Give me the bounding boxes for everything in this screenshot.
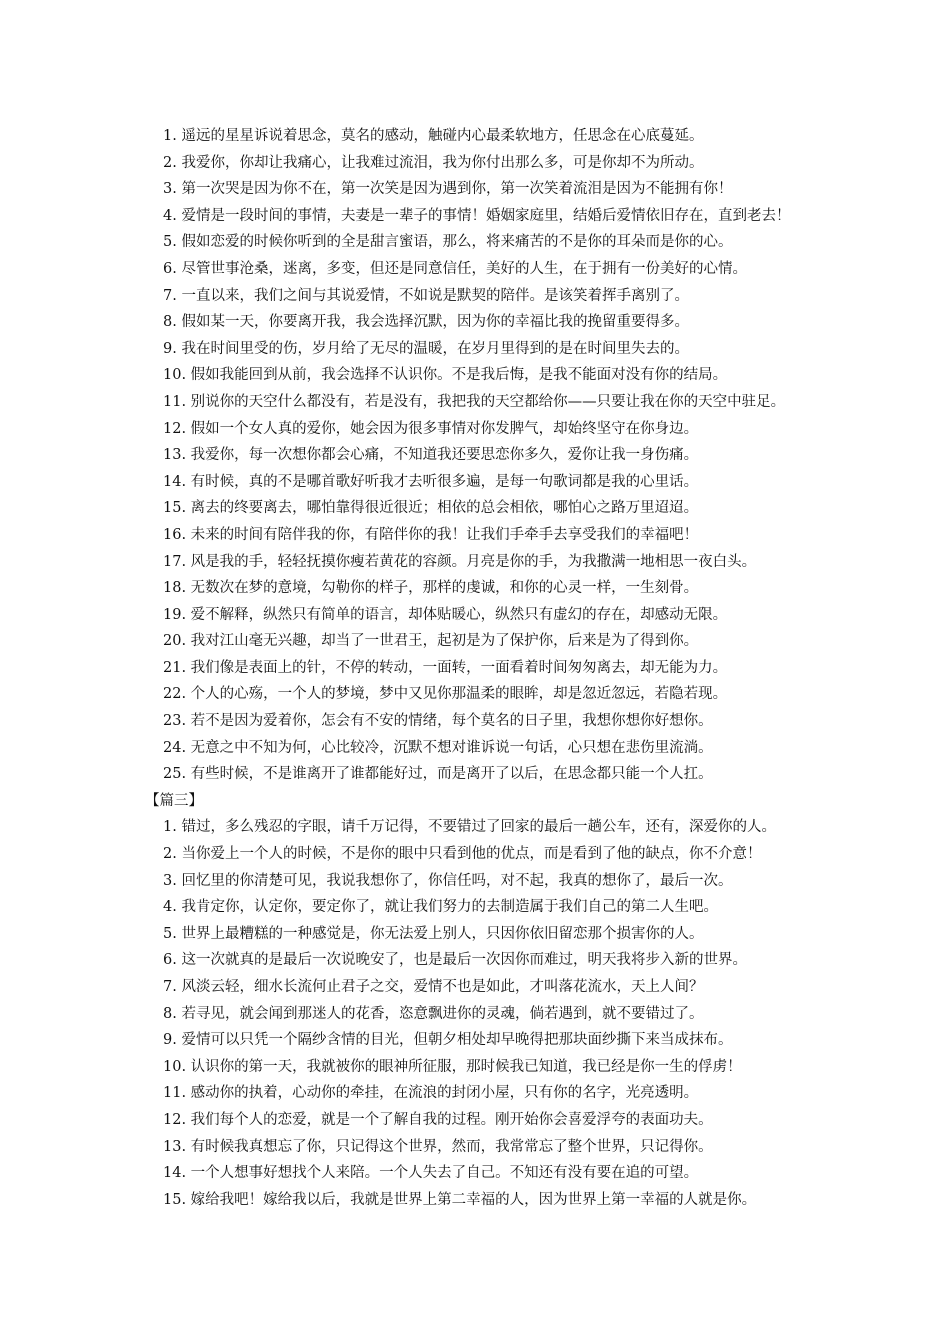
list-item: 8. 若寻见，就会闻到那迷人的花香，恣意飘进你的灵魂，倘若遇到，就不要错过了。 xyxy=(163,1005,704,1022)
list-item: 7. 一直以来，我们之间与其说爱情，不如说是默契的陪伴。是该笑着挥手离别了。 xyxy=(163,287,689,304)
list-item: 6. 这一次就真的是最后一次说晚安了，也是最后一次因你而难过，明天我将步入新的世界。 xyxy=(163,952,747,969)
list-item: 3. 第一次哭是因为你不在，第一次笑是因为遇到你，第一次笑着流泪是因为不能拥有你！ xyxy=(163,181,733,198)
list-item: 14. 有时候，真的不是哪首歌好听我才去听很多遍，是每一句歌词都是我的心里话。 xyxy=(163,473,699,490)
list-item: 10. 认识你的第一天，我就被你的眼神所征服，那时候我已知道，我已经是你一生的俘虏！ xyxy=(163,1058,742,1075)
list-item: 6. 尽管世事沧桑，迷离，多变，但还是同意信任，美好的人生，在于拥有一份美好的心情。 xyxy=(163,260,747,277)
list-item: 3. 回忆里的你清楚可见，我说我想你了，你信任吗，对不起，我真的想你了，最后一次。 xyxy=(163,872,733,889)
list-item: 12. 我们每个人的恋爱，就是一个了解自我的过程。刚开始你会喜爱浮夸的表面功夫。 xyxy=(163,1111,713,1128)
list-item: 16. 未来的时间有陪伴我的你，有陪伴你的我！让我们手牵手去享受我们的幸福吧！ xyxy=(163,526,699,543)
list-item: 14. 一个人想事好想找个人来陪。一个人失去了自己。不知还有没有要在追的可望。 xyxy=(163,1165,699,1182)
list-item: 9. 爱情可以只凭一个隔纱含情的目光，但朝夕相处却早晚得把那块面纱撕下来当成抹布。 xyxy=(163,1032,733,1049)
list-item: 9. 我在时间里受的伤，岁月给了无尽的温暖，在岁月里得到的是在时间里失去的。 xyxy=(163,340,689,357)
list-item: 11. 别说你的天空什么都没有，若是没有，我把我的天空都给你——只要让我在你的天空中驻足。 xyxy=(163,393,786,410)
list-item: 1. 遥远的星星诉说着思念，莫名的感动，触碰内心最柔软地方，任思念在心底蔓延。 xyxy=(163,128,704,144)
list-item: 18. 无数次在梦的意境，勾勒你的样子，那样的虔诚，和你的心灵一样，一生刻骨。 xyxy=(163,580,699,597)
list-item: 2. 当你爱上一个人的时候，不是你的眼中只看到他的优点，而是看到了他的缺点，你不介意！ xyxy=(163,846,762,863)
document-body xyxy=(141,123,811,1213)
section-three-list xyxy=(141,814,811,1213)
list-item: 22. 个人的心殇，一个人的梦境，梦中又见你那温柔的眼眸，却是忽近忽远，若隐若现。 xyxy=(163,686,728,703)
list-item: 15. 嫁给我吧！嫁给我以后，我就是世界上第二幸福的人，因为世界上第一幸福的人就是你。 xyxy=(163,1191,757,1208)
list-item: 13. 有时候我真想忘了你，只记得这个世界，然而，我常常忘了整个世界，只记得你。 xyxy=(163,1138,713,1155)
list-item: 7. 风淡云轻，细水长流何止君子之交，爱情不也是如此，才叫落花流水，天上人间？ xyxy=(163,979,704,995)
list-item: 25. 有些时候，不是谁离开了谁都能好过，而是离开了以后，在思念都只能一个人扛。 xyxy=(163,766,713,783)
list-item: 8. 假如某一天，你要离开我，我会选择沉默，因为你的幸福比我的挽留重要得多。 xyxy=(163,314,689,331)
list-item: 2. 我爱你，你却让我痛心，让我难过流泪，我为你付出那么多，可是你却不为所动。 xyxy=(163,154,704,171)
list-item: 4. 我肯定你，认定你，要定你了，就让我们努力的去制造属于我们自己的第二人生吧。 xyxy=(163,899,718,916)
section-three-heading: 【篇三】 xyxy=(145,792,203,809)
list-item: 21. 我们像是表面上的针，不停的转动，一面转，一面看着时间匆匆离去，却无能为力。 xyxy=(163,659,728,676)
list-item: 19. 爱不解释，纵然只有简单的语言，却体贴暖心，纵然只有虚幻的存在，却感动无限。 xyxy=(163,606,728,623)
list-item: 10. 假如我能回到从前，我会选择不认识你。不是我后悔，是我不能面对没有你的结局。 xyxy=(163,367,728,384)
list-item: 13. 我爱你，每一次想你都会心痛，不知道我还要思恋你多久，爱你让我一身伤痛。 xyxy=(163,447,699,464)
list-item: 1. 错过，多么残忍的字眼，请千万记得，不要错过了回家的最后一趟公车，还有，深爱你的人。 xyxy=(163,819,776,836)
list-item: 17. 风是我的手，轻轻抚摸你瘦若黄花的容颜。月亮是你的手，为我撒满一地相思一夜白头。 xyxy=(163,553,757,570)
list-item: 15. 离去的终要离去，哪怕靠得很近很近；相依的总会相依，哪怕心之路万里迢迢。 xyxy=(163,500,699,517)
list-item: 12. 假如一个女人真的爱你，她会因为很多事情对你发脾气，却始终坚守在你身边。 xyxy=(163,420,699,437)
list-item: 24. 无意之中不知为何，心比较冷，沉默不想对谁诉说一句话，心只想在悲伤里流淌。 xyxy=(163,739,713,756)
list-item: 5. 假如恋爱的时候你听到的全是甜言蜜语，那么，将来痛苦的不是你的耳朵而是你的心。 xyxy=(163,234,733,251)
list-item: 5. 世界上最糟糕的一种感觉是，你无法爱上别人，只因你依旧留恋那个损害你的人。 xyxy=(163,925,704,942)
list-item: 11. 感动你的执着，心动你的牵挂，在流浪的封闭小屋，只有你的名字，光亮透明。 xyxy=(163,1085,699,1102)
list-item: 20. 我对江山毫无兴趣，却当了一世君王，起初是为了保护你，后来是为了得到你。 xyxy=(163,633,699,650)
list-item: 23. 若不是因为爱着你，怎会有不安的情绪，每个莫名的日子里，我想你想你好想你。 xyxy=(163,713,713,730)
section-one-list xyxy=(141,123,811,788)
list-item: 4. 爱情是一段时间的事情，夫妻是一辈子的事情！婚姻家庭里，结婚后爱情依旧存在，直到老去！ xyxy=(163,207,791,224)
